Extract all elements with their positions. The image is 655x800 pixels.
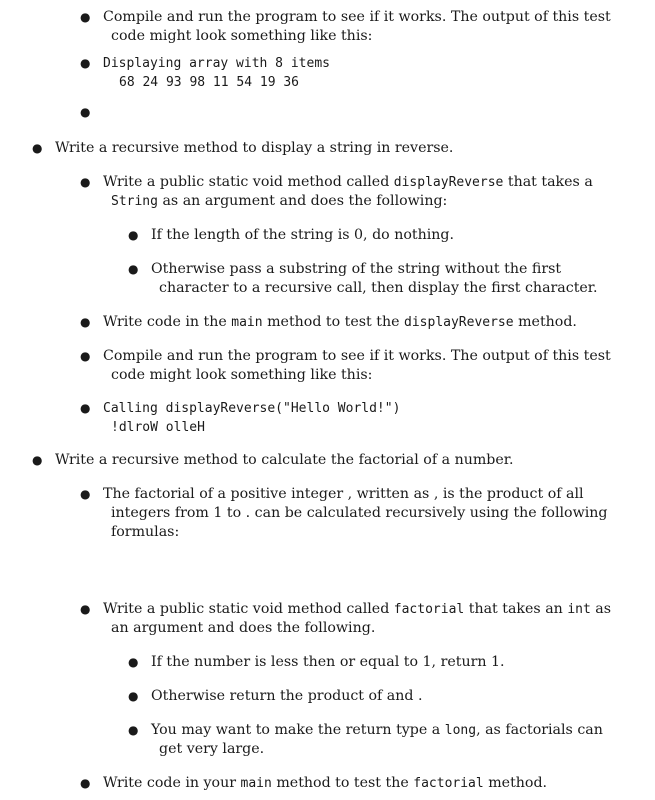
list-item-long-return	[128, 721, 603, 759]
item-text: Write code in the	[103, 314, 232, 330]
bullet-icon: ●	[80, 175, 91, 189]
code-output-line: 68 24 93 98 11 54 19 36	[119, 75, 300, 90]
inline-code: long	[444, 723, 477, 738]
section-heading-reverse-string	[32, 139, 454, 158]
item-text: Write code in your	[103, 775, 241, 791]
item-text-continued: integers from 1 to . can be calculated recursively using the following	[111, 505, 608, 521]
list-item-test-factorial	[80, 774, 548, 793]
bullet-icon: ●	[32, 141, 43, 155]
code-output-line: Displaying array with 8 items	[103, 56, 330, 71]
inline-code: String	[111, 194, 158, 209]
item-text-continued: get very large.	[159, 741, 265, 757]
code-output-line: Calling displayReverse("Hello World!")	[103, 401, 401, 416]
section-heading-factorial	[32, 451, 514, 470]
item-text-continued: code might look something like this:	[111, 367, 373, 383]
item-text: Write a public static void method called	[103, 174, 394, 190]
list-item-compile-run-2	[80, 347, 611, 385]
bullet-icon: ●	[80, 10, 91, 24]
bullet-icon: ●	[80, 487, 91, 501]
bullet-icon: ●	[80, 349, 91, 363]
item-text-continued: an argument and does the following.	[111, 620, 376, 636]
item-text-continued: code might look something like this:	[111, 28, 373, 44]
inline-code: displayReverse	[393, 175, 504, 190]
list-item-factorial-definition	[80, 485, 608, 542]
list-item-length-zero	[128, 226, 454, 245]
item-text: method to test the	[271, 775, 414, 791]
bullet-icon: ●	[128, 655, 139, 669]
bullet-icon: ●	[128, 689, 139, 703]
inline-code: factorial	[393, 602, 465, 617]
item-text: that takes a	[503, 174, 593, 190]
bullet-icon: ●	[80, 776, 91, 790]
list-item-sample-output-1	[80, 54, 330, 92]
inline-code: main	[240, 776, 272, 791]
item-text: method to test the	[262, 314, 405, 330]
item-text-continued: formulas:	[111, 524, 180, 540]
item-text: Compile and run the program to see if it works. The output of this test	[103, 9, 611, 25]
list-item-compile-run-1	[80, 8, 611, 46]
item-text: You may want to make the return type a	[151, 722, 445, 738]
item-text: The factorial of a positive integer , written as , is the product of all	[103, 486, 584, 502]
item-text: Compile and run the program to see if it works. The output of this test	[103, 348, 611, 364]
item-text: If the length of the string is 0, do nothing.	[151, 227, 454, 243]
item-text: as an argument and does the following:	[157, 193, 448, 209]
item-text: , as factorials can	[476, 722, 603, 738]
bullet-icon: ●	[80, 56, 91, 70]
list-item-recursive-case	[128, 687, 423, 706]
item-text: Write a public static void method called	[103, 601, 394, 617]
bullet-icon: ●	[80, 315, 91, 329]
list-item-otherwise-substring	[128, 260, 598, 298]
bullet-icon: ●	[128, 262, 139, 276]
item-text: as	[590, 601, 612, 617]
bullet-icon: ●	[80, 602, 91, 616]
item-text: Write a recursive method to calculate the factorial of a number.	[55, 452, 514, 468]
item-text: method.	[513, 314, 577, 330]
bullet-icon: ●	[32, 453, 43, 467]
bullet-icon: ●	[128, 228, 139, 242]
bullet-icon: ●	[128, 723, 139, 737]
inline-code: main	[231, 315, 263, 330]
list-item-base-case	[128, 653, 505, 672]
list-item-test-display-reverse	[80, 313, 577, 332]
code-output-line: !dlroW olleH	[111, 420, 205, 435]
inline-code: int	[567, 602, 591, 617]
inline-code: factorial	[413, 776, 484, 791]
item-text: If the number is less then or equal to 1, return 1.	[151, 654, 505, 670]
list-item-write-display-reverse	[80, 173, 593, 211]
item-text: Otherwise pass a substring of the string without the first	[151, 261, 562, 277]
list-item-sample-output-2	[80, 399, 401, 437]
item-text: that takes an	[464, 601, 568, 617]
item-text: Write a recursive method to display a string in reverse.	[55, 140, 454, 156]
list-item-write-factorial	[80, 600, 612, 638]
item-text: method.	[483, 775, 548, 791]
bullet-icon: ●	[80, 105, 91, 119]
item-text-continued: character to a recursive call, then display the first character.	[159, 280, 598, 296]
item-text: Otherwise return the product of and .	[151, 688, 423, 704]
bullet-icon: ●	[80, 401, 91, 415]
inline-code: displayReverse	[404, 315, 514, 330]
item-text-continued	[103, 192, 593, 211]
